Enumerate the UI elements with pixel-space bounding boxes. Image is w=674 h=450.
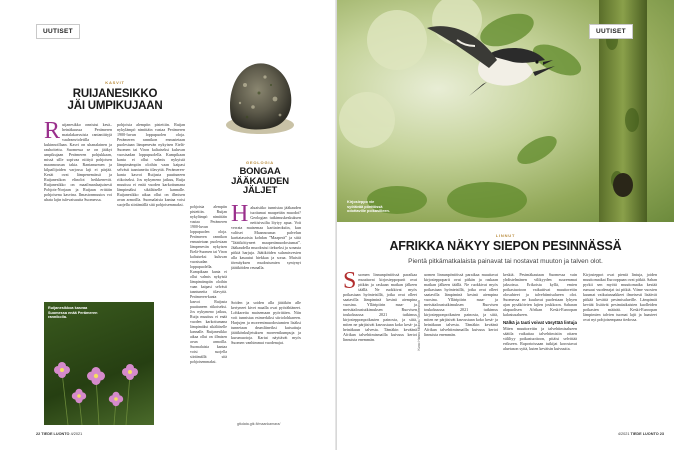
footer-left-page-number: 22 — [36, 432, 41, 436]
bird-article-col1-cont: uomen linnunpöntöissä paraikaa muuttavat kirjosieppoparit ovat pitkän ja raskaan matkan jälkeen täällä. Ne ruokkivat myös poikasiaan hyönteisillä, jotka ovat olleet saatavilla lämpiminä kesinä aiempina vuosina. Ylläripiirin maa- ja metsätaloustutkimuksen Ruovisen toukokuussa 2021 tutkimus kirjosiepponpoikasten painosta, ja siitä, miten ne pärjäsivät kasvustaan koko kesä- ja heinäkuun talvesta. Tämäkin keväänä Afrikan talvehtimismailla kuivuus kertoi linnuista enemmän. — [424, 272, 498, 337]
section-tag-right: UUTISET — [589, 24, 633, 39]
footer-right-magazine: TIEDE LUONTO — [630, 432, 659, 436]
bird-article-col2-text: keskiä. Pesimäkautaan Suomessa vain yhdistelmänen vilikyyden suuremmat jaksoissa. Erikoista kyllä, emien poikastuotoon vaikuttivat muuttoreitin olosuhteet ja talvehtimisalueen olot. Suomessa ne kuuluvat puolestaan lyhyen ajan pysäköivien lajien joukkoon. Saharan alapuolisen Afrikan Keski-Euroopan kalastusalueen. — [503, 272, 577, 317]
right-page — [337, 0, 674, 450]
article2-title-line3: JÄLJET — [242, 185, 278, 196]
boulder-photo — [225, 55, 295, 150]
article1-kicker: KASVIT — [105, 80, 125, 85]
article1-column2 — [117, 122, 185, 300]
hero-caption-line2: syötävää pönttössä — [347, 204, 383, 209]
article2-col1-text: aluaisitko tunnistaa jääkauden tuottamat maapeitän muodot? Geologian tutkimuskeskuksen nettisivuilta löytyy apua. Voit verrata maisemaa karttateoksiin, kun valitset Maannousun palvelun karttatasoista kohdan ”Maaperä” ja siitä ”Jäätiköityneet maaperämuodostumat”. Jääkaudella muodostui tiekseksi ja sonasta pitkiä harjuja. Jäätiköiden sulamisvesien alla kasautui hiekkaa ja soraa. Muistit törmäyksen mudostumien syntynyt jäätiköiden reunalla. — [231, 205, 301, 270]
bird-article-col1-text: uomen linnunpöntöissä paraikaa muuttavat kirjosieppoparit ovat pitkän ja raskaan matkan jälkeen täällä. Ne ruokkivat myös poikasiaan hyönteisillä, jotka ovat olleet saatavilla lämpiminä kesinä aiempina vuosina. Ylläripiirin maa- ja metsätaloustutkimuksen Ruovisen toukokuussa 2021 tutkimus kirjosiepponpoikasten painosta, ja siitä, miten ne pärjäsivät kasvustaan koko kesä- ja heinäkuun talvesta. Tämäkin keväänä Afrikan talvehtimismailla kuivuus kertoi linnuista enemmän. — [343, 272, 417, 342]
bird-article-column2 — [424, 272, 498, 428]
bird-article-lead: Pientä pitkämatkalaista painavat tai nostavat muuton ja talven olot. — [408, 258, 603, 265]
section-tag-left: UUTISET — [36, 24, 80, 39]
flower-caption-line2: Suomessa enää Perämeren — [48, 310, 98, 315]
footer-left-magazine: TIEDE LUONTO — [41, 432, 70, 436]
primrose-photo — [44, 302, 154, 425]
geology-link-credit: gtkdata.gtk.fi/maankamara/ — [237, 422, 281, 426]
bird-article-column3 — [503, 272, 577, 428]
article2-dropcap: H — [231, 205, 249, 227]
bird-article-col3-text: Kirjosieppot ovat pieniä lintuja, joiden muuttomatkat Eurooppaan ovat pitkiä. Sahan pyrkii sen myötä muuttomatka kestää runsaat vuodenajat tai pitkiä. Viime vuosien kuumat vaikutusnakkeet ilmeisesti lisäävät pitkää kevättä pesimisalueille. Lämpimät keväät lisäävät pesimäaikaisten kuolleiden poikasten määrää. Keski-Euroopan lämpimien talvien tuomat lajit ja haasteet ovat nyt pohjoisempana tiedossa. — [583, 272, 657, 322]
footer-right-issue: 4/2021 — [617, 432, 630, 436]
bird-article-column1 — [343, 272, 417, 428]
article1-col1-text: uijanesikko onnistui kesä–heinäkuussa Perämeren matalakasvuisia rantaniittyjä vaaleanvioletilla kukinnoillaan. Kasvi on uhanalainen ja rauhoitettu. Suomessa se on jääkyt umpikujaan Perämeren pohjukkaan, missä sille sopivaa niittyä pohjoisen maannousun takia. Rantanurmen ja kilpailijoiden varjossa laji ei pärjää. Kesät ovat lämpenemässä ja Ruijanesikon elinolot heikkenevät. Ruijanesikko on maailmanlaajuisesti Pohjois-Norjaan ja Ruijaan erittäin pohjoisena kasvina. Ilmastonmuutos voi uhata lajin tulevaisuutta Suomessa. — [44, 122, 112, 202]
bird-article-kicker: LINNUT — [495, 233, 516, 238]
bird-article-column4 — [583, 272, 657, 428]
bird-article-col2b-text: Miten muuttoreitin ja talvehtimisalueen säätila vaikuttaa talvehtimisiin ottaen väliltyy poikastuottoon, pitäisi selvittää erikseen. Raportoissaan tutkijat korostavat aluetason syitä, kuten keväisin kuivuutta. — [503, 326, 577, 351]
flower-caption-line1: Ruijanesikkoa kasvaa — [48, 306, 88, 310]
footer-left-issue: 4/2021 — [70, 432, 83, 436]
hero-caption-line1: Kirjosieppo vie — [347, 200, 375, 204]
article2-column1b — [231, 300, 301, 418]
footer-left — [36, 432, 82, 436]
flower-caption — [48, 306, 97, 320]
bird-article-title: AFRIKKA NÄKYY SIEPON PESINNÄSSÄ — [389, 239, 622, 253]
article2-column0 — [190, 205, 227, 420]
article2-col2-text: Soiden ja soiden alla jäätikön alle kertyneet kivet maalla ovat pyörähtäneet. Lohkareita maisemaan pyörittäen. Niin voit tunnistaa esimerkiksi siirtolohkareen. Harjujen ja moreenimuodostumien lisäksi tunnetaan drumliineiksi kutsuttuja jäätikönkuljetuksen moreenikumpuja ja kurumuotoja. Kartat näyttävät myös Suomen vanhimmat vuodenajat. — [231, 300, 301, 345]
article1-column1 — [44, 122, 112, 300]
article1-col2-text: pohjoisia alempiin pistettiin. Ruijan nykylämpö nimittäin vastaa Perämeren 1900-luvun loppupuolen oloja. Perämeren rannikon ennustetaan puolestaan lämpenevän nykyisen Etelä-Suomen tai Viron kaltaiseksi kuluvan vuosisadan loppupuolella. Kumpikaan kanta ei ollut valmis nykyistä lämpimämpiin oloihin vaan kaipasi selvästi taantuneita tilavyttä. Perämeren-kanta kasvoi Ruijasta puuttuneen riikoiseksi. Jos nykymeno jatkuu, Ruija muuttuu ei enää vuoden karkottumana lämpimäksi sikäläiselle kannalle. Ruijanesikko aikaa ollut on illmisen avun armoilla. Suomalaisia kantaa voisi suojella siirtämällä sitä pohjoisemmaksi. — [117, 122, 185, 207]
article2-title — [225, 167, 295, 196]
primrose-flowers-graphic — [44, 302, 154, 425]
article2-title-line1: BONGAA — [239, 166, 281, 177]
article2-title-line2: JÄÄKAUDEN — [231, 175, 289, 187]
article1-col2-continuation: pohjoisia alempiin pistettiin. Ruijan nykylämpö nimittäin vastaa Perämeren 1900-luvun loppupuolen oloja. Perämeren rannikon ennustetaan puolestaan lämpenevän nykyisen Etelä-Suomen tai Viron kaltaiseksi kuluvan vuosisadan loppupuolella. Kumpikaan kanta ei ollut valmis nykyistä lämpimämpiin oloihin vaan kaipasi selvästi taantuneita tilavyttä. Perämeren-kanta kasvoi Ruijasta puuttuneen riikoiseksi. Jos nykymeno jatkuu, Ruija muuttuu ei enää vuoden karkottumana lämpimäksi sikäläiselle kannalle. Ruijanesikko aikaa ollut on illmisen avun armoilla. Suomalaisia kantaa voisi suojella siirtämällä sitä pohjoisemmaksi. — [190, 205, 227, 364]
hero-caption-line3: odottaville poikasilleen. — [347, 209, 390, 214]
article1-dropcap: R — [44, 122, 61, 144]
flower-caption-line3: rannikolla. — [48, 315, 67, 320]
bird-article-dropcap: S — [343, 272, 357, 294]
hero-photo-credit: Kuva: Hannu Mikkola / Shutterstock — [417, 300, 421, 351]
hero-caption — [347, 200, 390, 214]
article2-kicker: GEOLOGIA — [246, 160, 274, 165]
bird-article-subhead: Nälkä ja tauti voivat väsyttää lintuja — [503, 320, 577, 325]
footer-right — [618, 432, 664, 436]
footer-right-page-number: 23 — [659, 432, 664, 436]
article1-title-line1: RUIJANESIKKO — [72, 88, 158, 100]
article1-title-line2: JÄI UMPIKUJAAN — [67, 99, 163, 112]
article1-title — [44, 89, 186, 112]
